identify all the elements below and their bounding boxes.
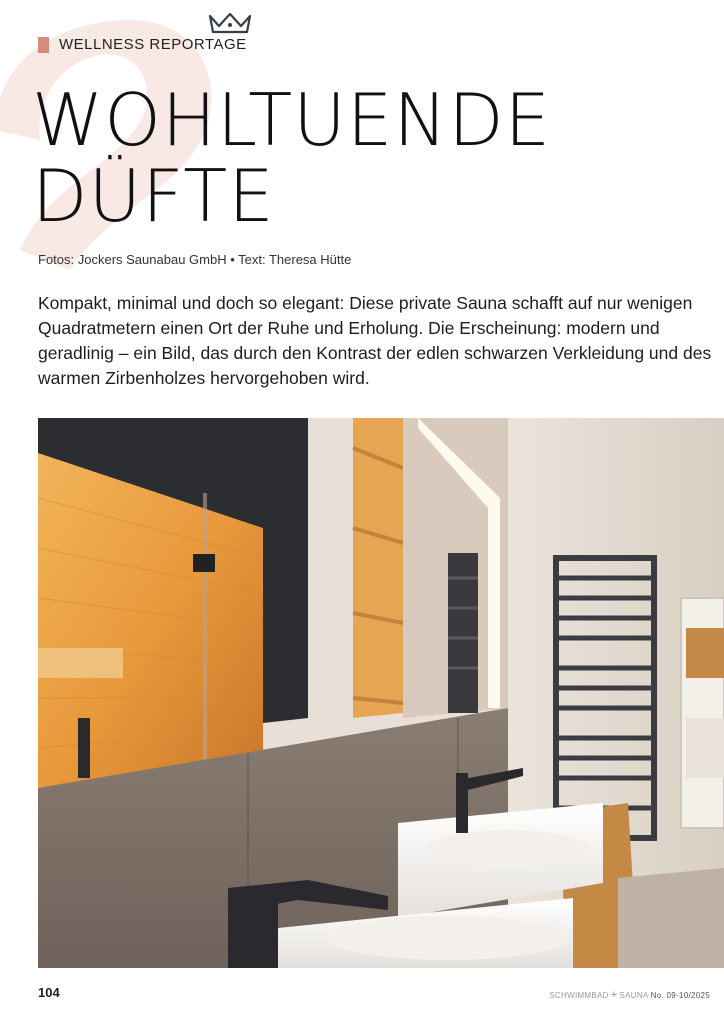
magazine-footer: [549, 989, 710, 1001]
article-photo: [38, 418, 724, 968]
section-label: WELLNESS REPORTAGE: [59, 36, 247, 53]
issue-number: No. 09-10/2025: [650, 991, 710, 1000]
photo-text-credits: Fotos: Jockers Saunabau GmbH • Text: Theresa Hütte: [38, 252, 352, 267]
magazine-name-part-1: SCHWIMMBAD: [549, 991, 609, 1000]
page-number: 104: [38, 985, 60, 1000]
section-kicker: [38, 36, 247, 53]
magazine-name-part-2: SAUNA: [619, 991, 649, 1000]
title-line-1: WOHLTUENDE: [32, 78, 552, 162]
kicker-accent-bar: [38, 37, 49, 53]
magazine-plus: +: [610, 989, 618, 1001]
article-title: [32, 78, 552, 238]
article-lead: Kompakt, minimal und doch so elegant: Diese private Sauna schafft auf nur wenigen Quadratmetern einen Ort der Ruhe und Erholung. Die Erscheinung: modern und geradlinig – ein Bild, das durch den Kontrast der edlen schwarzen Verkleidung und des warmen Zirbenholzes hervorgehoben wird.: [38, 293, 712, 388]
title-line-2: DÜFTE: [32, 154, 275, 238]
crown-icon: [207, 12, 253, 36]
